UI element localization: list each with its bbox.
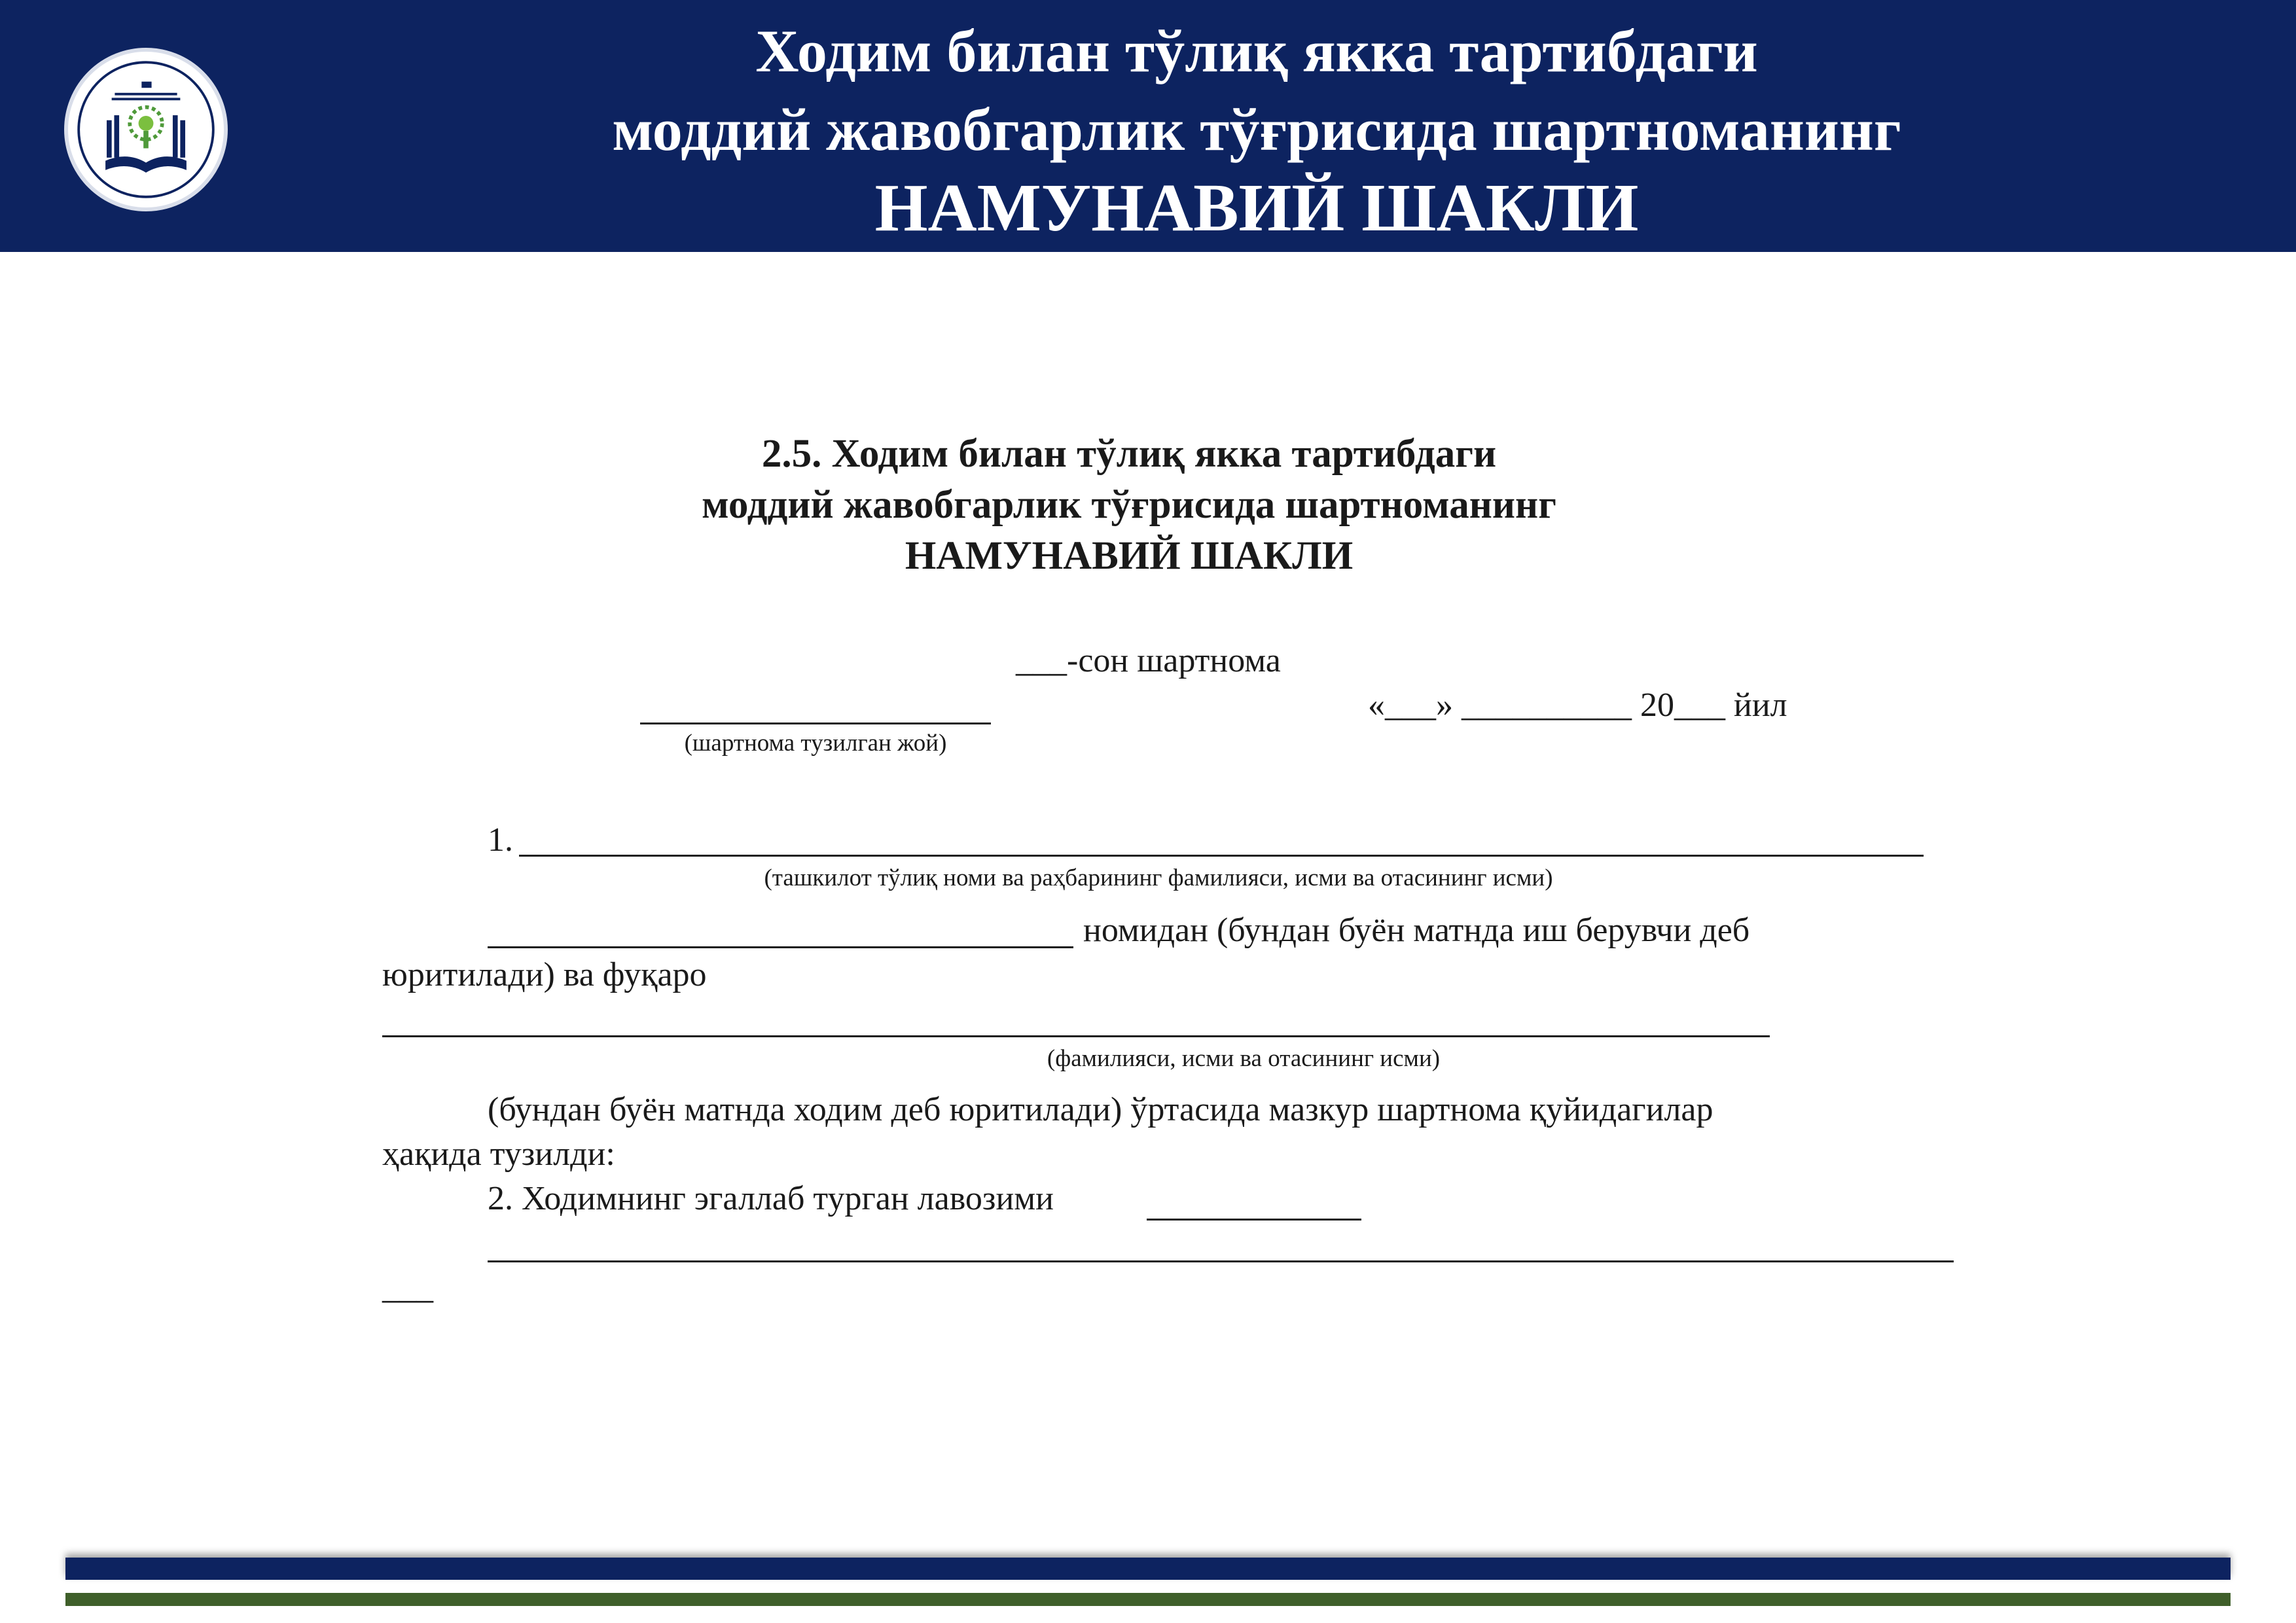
paragraph-line: (бундан буён матнда ходим деб юритилади) ўртасида мазкур шартнома қуйидагилар [488,1091,1713,1128]
citizen-blank [382,1035,1770,1037]
organization-caption: (ташкилот тўлиқ номи ва раҳбарининг фамилияси, исми ва отасининг исми) [764,865,1553,891]
paragraph-line: ҳақида тузилди: [382,1135,615,1173]
banner-title-line: НАМУНАВИЙ ШАКЛИ [874,170,1639,245]
organization-blank [519,855,1924,857]
position-blank [1147,1219,1361,1221]
footer-stripe-green [65,1593,2231,1606]
item2-text: 2. Ходимнинг эгаллаб турган лавозими [488,1180,1054,1217]
document-title-line: НАМУНАВИЙ ШАКЛИ [905,534,1354,578]
item2-tail: ___ [382,1269,433,1306]
place-blank [640,722,991,724]
banner-title-line: Ходим билан тўлиқ якка тартибдаги [755,18,1758,84]
behalf-blank [488,946,1073,948]
banner-title-line: моддий жавобгарлик тўғрисида шартноманинг [612,96,1901,163]
citizen-caption: (фамилияси, исми ва отасининг исми) [1047,1045,1441,1072]
behalf-continuation: юритилади) ва фуқаро [382,956,707,993]
behalf-text: номидан (бундан буён матнда иш берувчи деб [1083,912,1750,949]
document-title [589,429,1669,582]
contract-number: ___-сон шартнома [1016,642,1281,679]
item1-number: 1. [488,821,513,859]
document-title-line: моддий жавобгарлик тўғрисида шартноманинг [702,483,1556,527]
date-line: «___» __________ 20___ йил [1368,687,1787,724]
position-blank-continued [488,1260,1954,1262]
place-caption: (шартнома тузилган жой) [684,730,947,757]
document-title-line: 2.5. Ходим билан тўлиқ якка тартибдаги [761,432,1497,476]
footer-stripe-blue [65,1558,2231,1580]
